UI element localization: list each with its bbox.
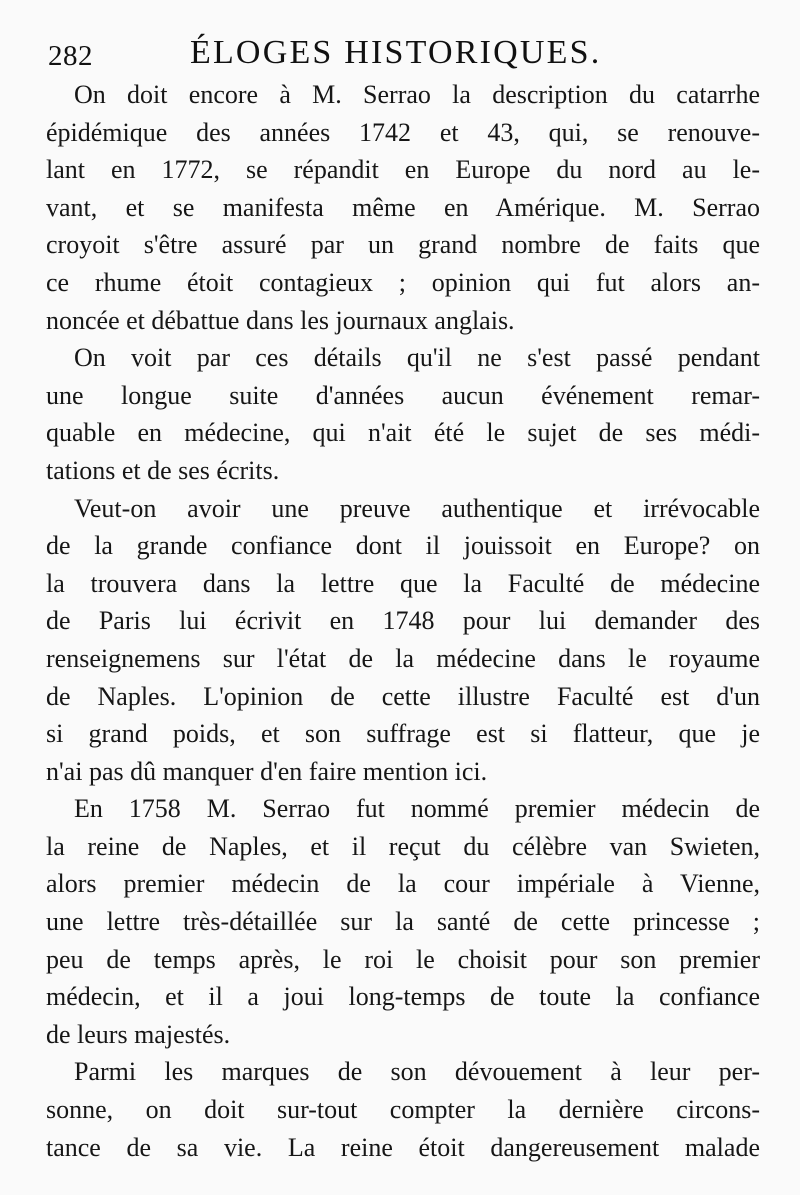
text-line: Veut-on avoir une preuve authentique et irrévocable	[74, 493, 760, 523]
text-line: de Naples. L'opinion de cette illustre Faculté est d'un	[46, 681, 760, 711]
page-number: 282	[48, 40, 93, 72]
body-text	[46, 76, 760, 1166]
running-head	[48, 30, 770, 76]
text-line: quable en médecine, qui n'ait été le sujet de ses médi-	[46, 418, 760, 448]
text-line: Parmi les marques de son dévouement à leur per-	[74, 1057, 760, 1087]
text-line: de Paris lui écrivit en 1748 pour lui demander des	[46, 606, 760, 636]
text-line: sonne, on doit sur-tout compter la dernière circons-	[46, 1095, 760, 1125]
text-line: En 1758 M. Serrao fut nommé premier médecin de	[74, 794, 760, 824]
text-line: une longue suite d'années aucun événement remar-	[46, 380, 760, 410]
text-line: si grand poids, et son suffrage est si flatteur, que je	[46, 719, 760, 749]
text-line: de la grande confiance dont il jouissoit en Europe? on	[46, 531, 760, 561]
text-line: de leurs majestés.	[46, 1019, 231, 1049]
text-line: lant en 1772, se répandit en Europe du nord au le-	[46, 155, 760, 185]
text-line: renseignemens sur l'état de la médecine dans le royaume	[46, 643, 760, 673]
text-line: On doit encore à M. Serrao la description du catarrhe	[74, 80, 760, 109]
text-line: n'ai pas dû manquer d'en faire mention ici.	[46, 756, 488, 786]
text-line: ce rhume étoit contagieux ; opinion qui fut alors an-	[46, 267, 760, 297]
paragraph	[46, 76, 760, 339]
text-line: tance de sa vie. La reine étoit dangereusement malade	[46, 1132, 760, 1162]
text-line: alors premier médecin de la cour impériale à Vienne,	[46, 869, 760, 899]
running-title: ÉLOGES HISTORIQUES.	[190, 34, 602, 71]
text-line: tations et de ses écrits.	[46, 455, 280, 485]
text-line: la reine de Naples, et il reçut du célèbre van Swieten,	[46, 831, 760, 861]
text-line: On voit par ces détails qu'il ne s'est passé pendant	[74, 343, 760, 373]
text-line: épidémique des années 1742 et 43, qui, se renouve-	[46, 117, 760, 147]
text-line: la trouvera dans la lettre que la Faculté de médecine	[46, 568, 760, 598]
paragraph	[46, 490, 760, 791]
paragraph	[46, 339, 760, 489]
text-line: croyoit s'être assuré par un grand nombre de faits que	[46, 230, 760, 260]
paragraph	[46, 1053, 760, 1166]
text-line: vant, et se manifesta même en Amérique. M. Serrao	[46, 192, 760, 222]
text-line: noncée et débattue dans les journaux anglais.	[46, 305, 515, 335]
text-line: une lettre très-détaillée sur la santé de cette princesse ;	[46, 907, 760, 937]
text-line: médecin, et il a joui long-temps de toute la confiance	[46, 982, 760, 1012]
paragraph	[46, 790, 760, 1053]
text-line: peu de temps après, le roi le choisit pour son premier	[46, 944, 760, 974]
